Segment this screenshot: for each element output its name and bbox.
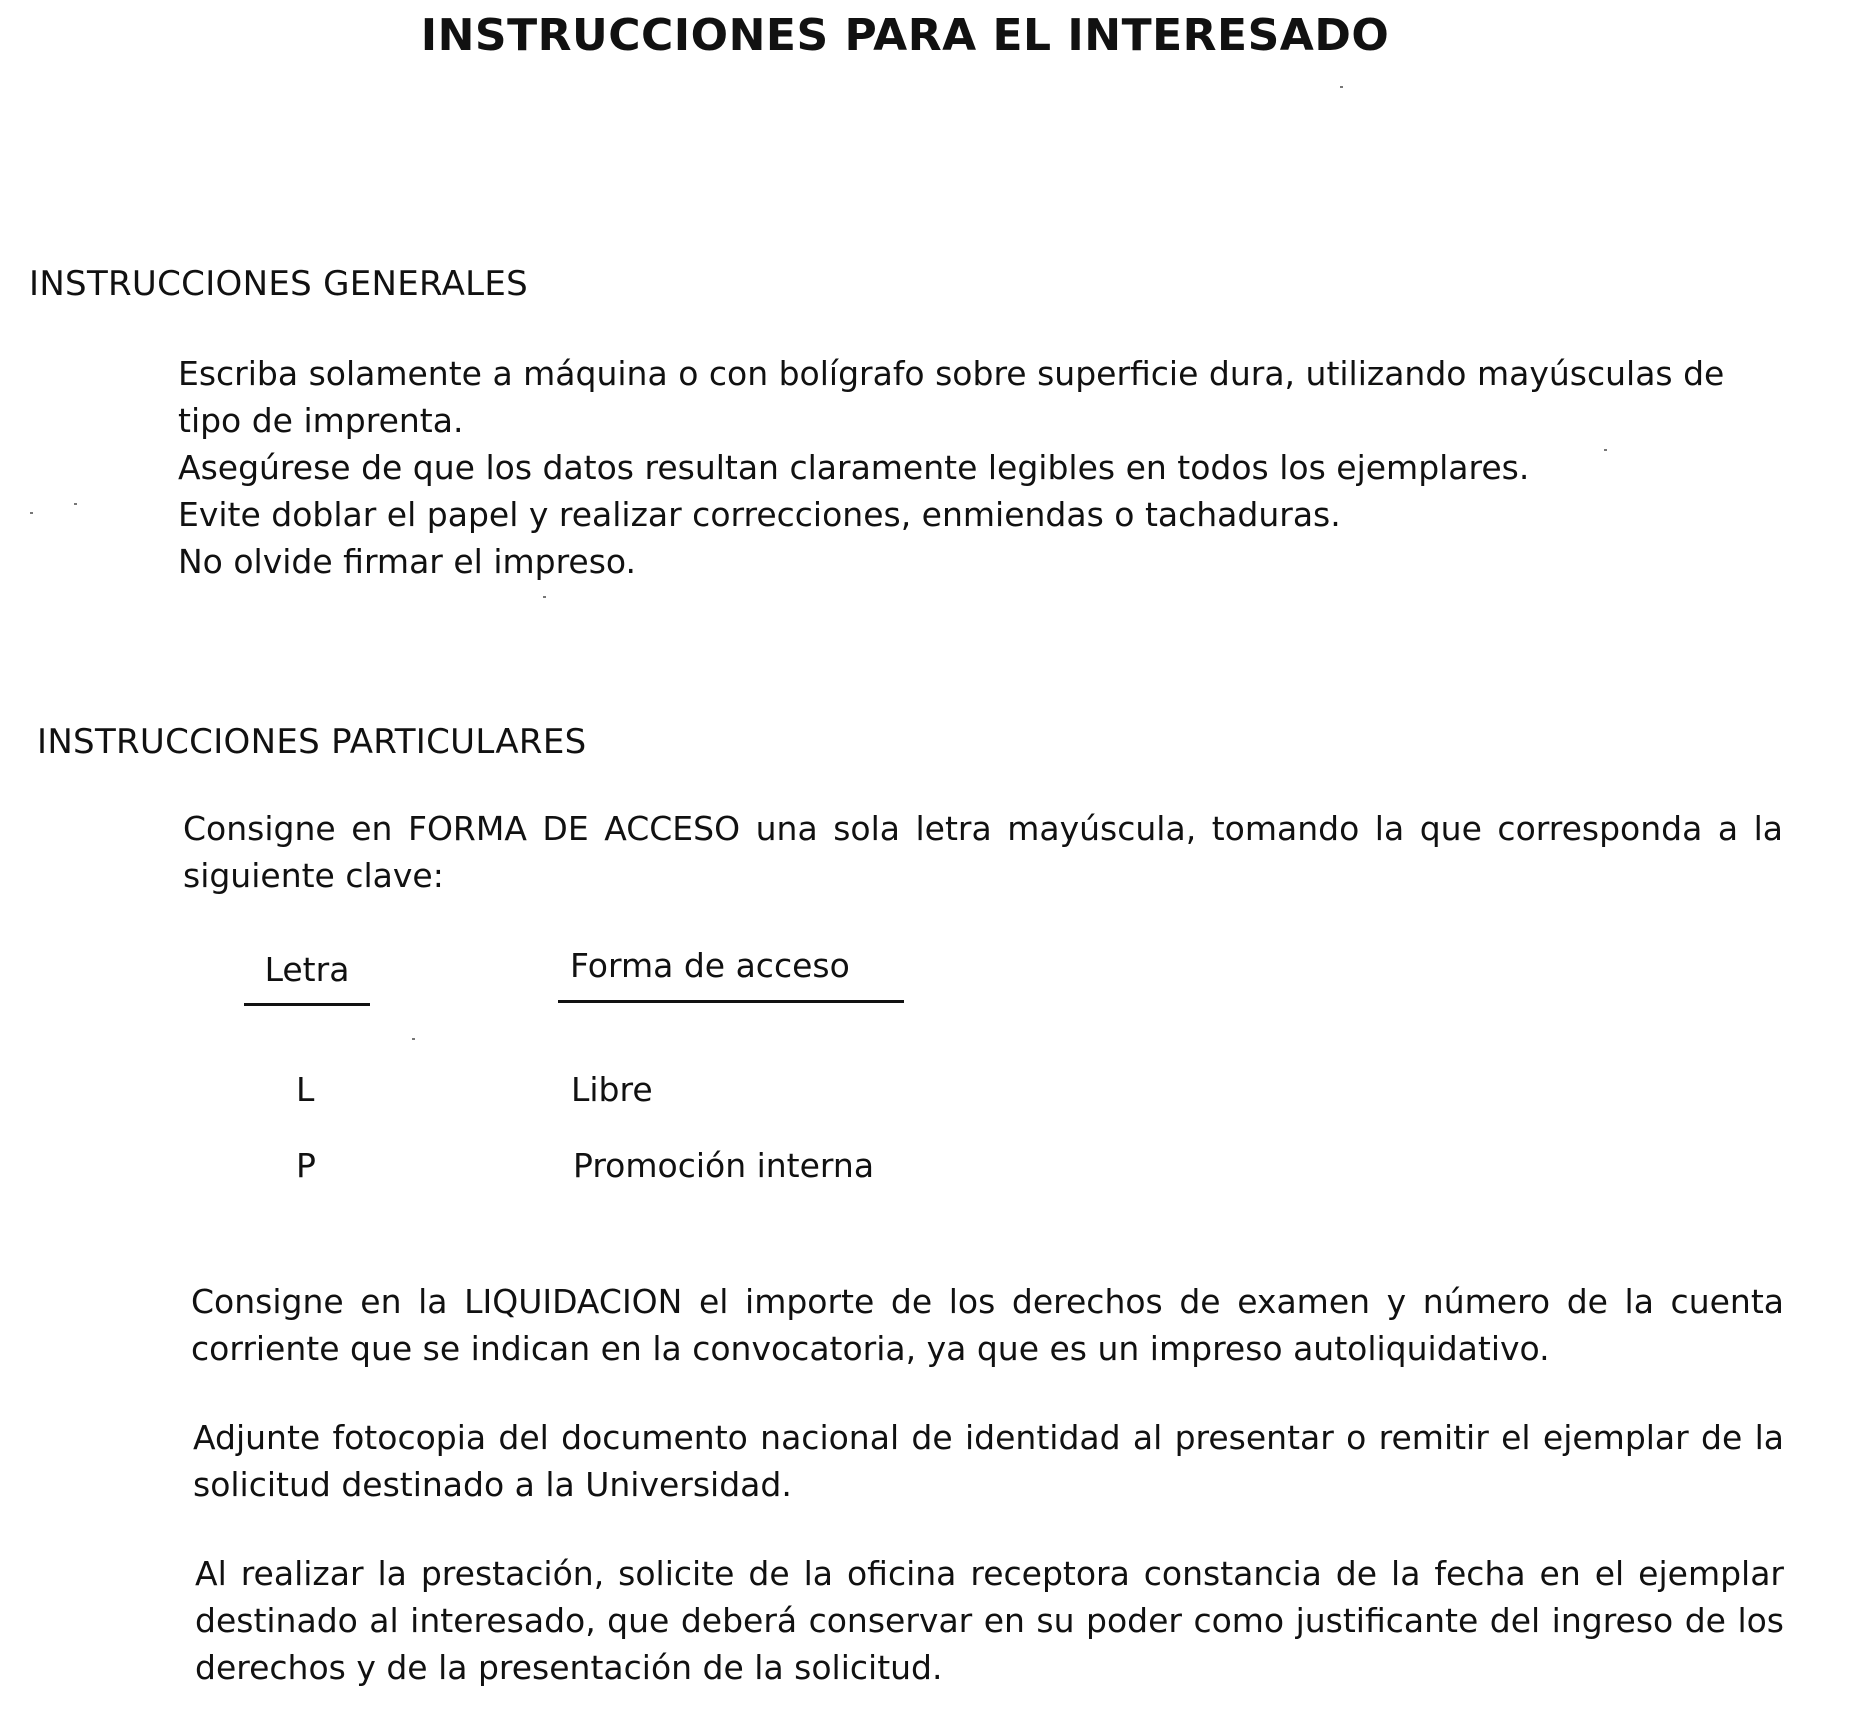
section-heading-generales: INSTRUCCIONES GENERALES [29, 264, 529, 304]
section-heading-particulares: INSTRUCCIONES PARTICULARES [37, 722, 587, 762]
access-form-intro: Consigne en FORMA DE ACCESO una sola letra mayúscula, tomando la que corresponda a la siguiente clave: [183, 809, 1783, 895]
key-header-form-rule [558, 1000, 904, 1003]
key-header-letter-rule [244, 1003, 370, 1006]
scan-speck [412, 1038, 415, 1040]
prestacion-paragraph: Al realizar la prestación, solicite de la oficina receptora constancia de la fecha en el ejemplar destinado al interesado, que deberá conservar en su poder como justificante del ingreso de los derechos y de la presentación de la solicitud. [195, 1554, 1784, 1687]
scan-speck [1604, 449, 1607, 451]
key-row-letter: L [296, 1070, 315, 1109]
scan-speck [74, 503, 77, 505]
key-row-form: Libre [571, 1070, 653, 1109]
general-instruction-line: Escriba solamente a máquina o con bolígrafo sobre superficie dura, utilizando mayúsculas de tipo de imprenta. [178, 354, 1725, 440]
liquidacion-paragraph: Consigne en la LIQUIDACION el importe de los derechos de examen y número de la cuenta corriente que se indican en la convocatoria, ya que es un impreso autoliquidativo. [191, 1282, 1784, 1368]
scan-speck [1340, 86, 1343, 88]
key-header-form: Forma de acceso [570, 946, 850, 985]
key-row-letter: P [296, 1146, 316, 1185]
general-instruction-line: No olvide firmar el impreso. [178, 542, 637, 581]
scan-speck [543, 596, 546, 598]
page-title: INSTRUCCIONES PARA EL INTERESADO [420, 10, 1390, 61]
dni-paragraph: Adjunte fotocopia del documento nacional de identidad al presentar o remitir el ejemplar de la solicitud destinado a la Universidad. [193, 1418, 1784, 1504]
scan-speck [30, 512, 33, 514]
general-instructions-list [178, 350, 1783, 585]
key-row-form: Promoción interna [573, 1146, 875, 1185]
general-instruction-line: Asegúrese de que los datos resultan claramente legibles en todos los ejemplares. [178, 448, 1530, 487]
general-instruction-line: Evite doblar el papel y realizar correcciones, enmiendas o tachaduras. [178, 495, 1341, 534]
key-header-letter: Letra [264, 950, 350, 989]
